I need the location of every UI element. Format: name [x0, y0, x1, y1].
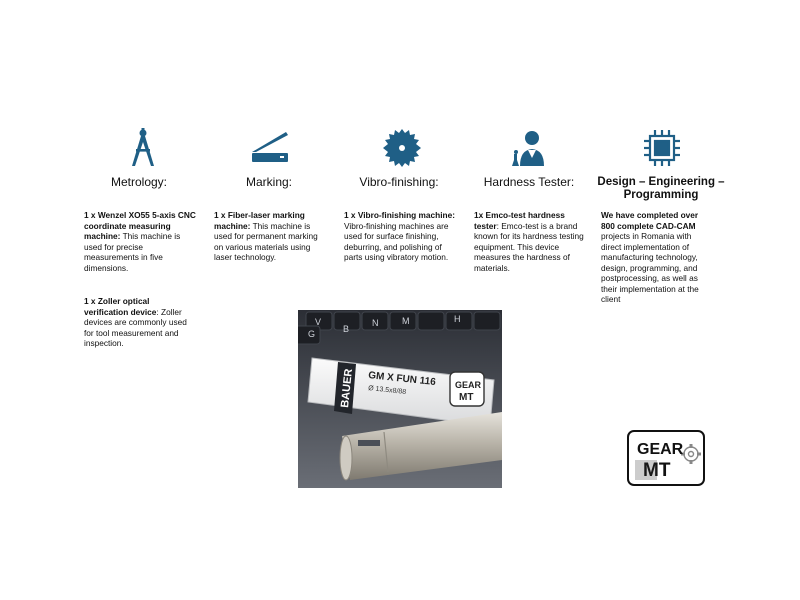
key-v: V: [315, 317, 322, 327]
package-brand: BAUER: [339, 368, 356, 409]
package-sub: Ø 13.5x8/88: [367, 385, 407, 396]
package-logo-bottom: MT: [459, 392, 474, 403]
compass-icon: [123, 128, 163, 168]
design-engineering-desc-1: We have completed over 800 complete CAD-CAM projects in Romania with direct implementation of manufacturing technology, design, programming, and postprocessing, as well as their implementation at the client: [601, 210, 699, 304]
metrology-title: Metrology:: [110, 175, 168, 189]
metrology-desc-2: 1 x Zoller optical verification device: Zoller devices are commonly used for tool measurement and inspection.: [84, 296, 187, 348]
package-logo-top: GEAR: [455, 380, 482, 390]
hardness-tester-desc-1: 1x Emco-test hardness tester: Emco-test is a brand known for its hardness testing equipment. This device measures the hardness of materials.: [474, 210, 584, 273]
vibro-finishing-title: Vibro-finishing:: [359, 175, 439, 189]
marking-desc-1: 1 x Fiber-laser marking machine: This machine is used for permanent marking on various materials using laser technology.: [214, 210, 318, 262]
key-h: H: [454, 314, 461, 324]
key-g: G: [308, 329, 316, 339]
saw-blade-icon: [382, 128, 422, 168]
laser-marker-icon: [250, 128, 290, 168]
key-m: M: [402, 316, 410, 326]
metrology-desc-1: 1 x Wenzel XO55 5-axis CNC coordinate measuring machine: This machine is used for precise measurements in five dimensions.: [84, 210, 196, 273]
gear-mt-logo: [627, 430, 705, 486]
scientist-icon: [510, 128, 550, 168]
marking-title: Marking:: [245, 175, 292, 189]
product-photo: [298, 310, 502, 488]
processor-chip-icon: [642, 128, 682, 168]
logo-text-bottom: MT: [643, 460, 671, 481]
design-engineering-title: Design – Engineering – Programming: [597, 176, 725, 201]
key-n: N: [372, 318, 379, 328]
vibro-finishing-desc-1: 1 x Vibro-finishing machine: Vibro-finishing machines are used for surface finishing, deburring, and polishing of parts using vibratory motion.: [344, 210, 455, 262]
hardness-tester-title: Hardness Tester:: [483, 175, 575, 189]
key-b: B: [343, 324, 350, 334]
logo-text-top: GEAR: [637, 441, 684, 458]
package-label: GM X FUN 116: [367, 370, 437, 389]
